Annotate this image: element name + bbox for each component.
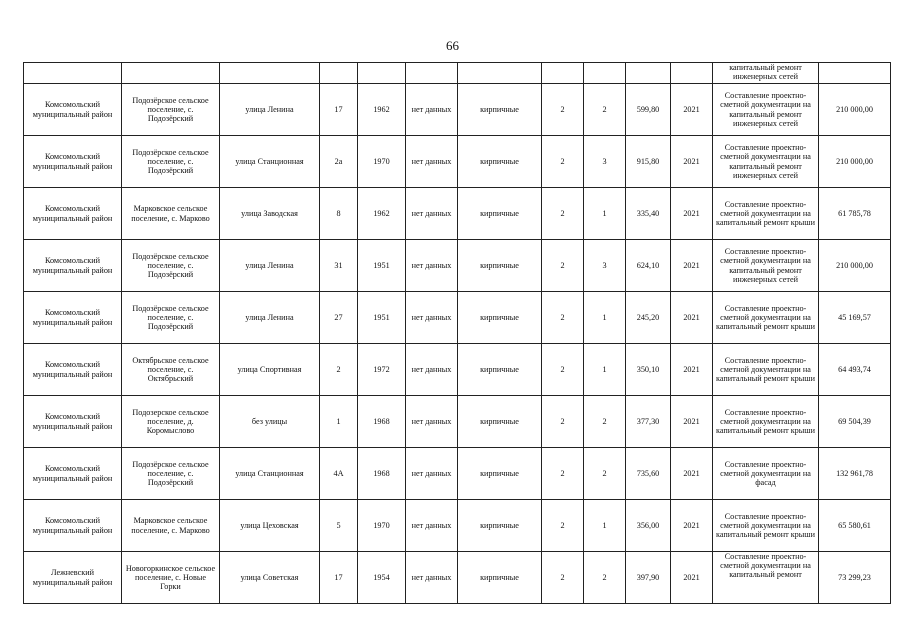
table-row-continuation bbox=[24, 63, 891, 84]
cell-year: 1951 bbox=[358, 240, 406, 292]
cell-area: 397,90 bbox=[626, 552, 671, 604]
cell-repair-year: нет данных bbox=[406, 84, 458, 136]
cell-floors: 2 bbox=[542, 188, 584, 240]
table-row bbox=[24, 448, 891, 500]
cell-floors: 2 bbox=[542, 552, 584, 604]
cell-work: капитальный ремонт инженерных сетей bbox=[713, 63, 819, 84]
table-row bbox=[24, 396, 891, 448]
cell-material: кирпичные bbox=[458, 344, 542, 396]
cell-district bbox=[24, 63, 122, 84]
cell-area: 335,40 bbox=[626, 188, 671, 240]
cell-repair-year: нет данных bbox=[406, 188, 458, 240]
cell-plan-year: 2021 bbox=[671, 344, 713, 396]
cell-repair-year: нет данных bbox=[406, 344, 458, 396]
cell-repair-year: нет данных bbox=[406, 552, 458, 604]
cell-area: 245,20 bbox=[626, 292, 671, 344]
cell-work: Составление проектно-сметной документации на капитальный ремонт крыши bbox=[713, 344, 819, 396]
cell-house: 4А bbox=[320, 448, 358, 500]
cell-street: улица Ленина bbox=[220, 84, 320, 136]
cell-cost: 65 580,61 bbox=[819, 500, 891, 552]
cell-cost: 73 299,23 bbox=[819, 552, 891, 604]
cell-district: Комсомольский муниципальный район bbox=[24, 448, 122, 500]
table-row bbox=[24, 84, 891, 136]
cell-cost: 61 785,78 bbox=[819, 188, 891, 240]
table-row bbox=[24, 188, 891, 240]
cell-cost: 210 000,00 bbox=[819, 84, 891, 136]
cell-entrances: 1 bbox=[584, 188, 626, 240]
cell-floors: 2 bbox=[542, 396, 584, 448]
cell-house: 27 bbox=[320, 292, 358, 344]
cell-material: кирпичные bbox=[458, 552, 542, 604]
cell-plan-year: 2021 bbox=[671, 84, 713, 136]
table-row bbox=[24, 292, 891, 344]
cell-street: улица Станционная bbox=[220, 448, 320, 500]
cell-street: улица Ленина bbox=[220, 240, 320, 292]
cell-house: 17 bbox=[320, 84, 358, 136]
cell-house: 8 bbox=[320, 188, 358, 240]
cell-plan-year: 2021 bbox=[671, 240, 713, 292]
cell-district: Комсомольский муниципальный район bbox=[24, 240, 122, 292]
table-row bbox=[24, 500, 891, 552]
cell-street: улица Заводская bbox=[220, 188, 320, 240]
cell-floors: 2 bbox=[542, 84, 584, 136]
cell-street: без улицы bbox=[220, 396, 320, 448]
cell-house: 2а bbox=[320, 136, 358, 188]
cell-plan-year: 2021 bbox=[671, 448, 713, 500]
cell-floors bbox=[542, 63, 584, 84]
cell-plan-year: 2021 bbox=[671, 552, 713, 604]
cell-year: 1951 bbox=[358, 292, 406, 344]
cell-plan-year: 2021 bbox=[671, 188, 713, 240]
cell-street: улица Ленина bbox=[220, 292, 320, 344]
cell-street: улица Советская bbox=[220, 552, 320, 604]
cell-cost: 210 000,00 bbox=[819, 136, 891, 188]
cell-house: 2 bbox=[320, 344, 358, 396]
cell-area: 350,10 bbox=[626, 344, 671, 396]
cell-year: 1962 bbox=[358, 84, 406, 136]
cell-district: Комсомольский муниципальный район bbox=[24, 344, 122, 396]
cell-entrances: 1 bbox=[584, 292, 626, 344]
cell-floors: 2 bbox=[542, 500, 584, 552]
cell-material: кирпичные bbox=[458, 84, 542, 136]
cell-entrances: 3 bbox=[584, 136, 626, 188]
cell-settlement: Подозёрское сельское поселение, с. Подозёрский bbox=[122, 136, 220, 188]
cell-entrances: 3 bbox=[584, 240, 626, 292]
cell-area: 356,00 bbox=[626, 500, 671, 552]
cell-material bbox=[458, 63, 542, 84]
table-row bbox=[24, 344, 891, 396]
page-number: 66 bbox=[446, 38, 459, 53]
cell-floors: 2 bbox=[542, 448, 584, 500]
cell-work: Составление проектно-сметной документации на капитальный ремонт инженерных сетей bbox=[713, 84, 819, 136]
cell-repair-year: нет данных bbox=[406, 396, 458, 448]
cell-plan-year: 2021 bbox=[671, 136, 713, 188]
cell-repair-year: нет данных bbox=[406, 136, 458, 188]
cell-floors: 2 bbox=[542, 136, 584, 188]
cell-year: 1962 bbox=[358, 188, 406, 240]
cell-material: кирпичные bbox=[458, 188, 542, 240]
cell-year bbox=[358, 63, 406, 84]
cell-district: Комсомольский муниципальный район bbox=[24, 396, 122, 448]
cell-settlement: Подозёрское сельское поселение, с. Подозёрский bbox=[122, 84, 220, 136]
cell-plan-year: 2021 bbox=[671, 396, 713, 448]
cell-cost: 210 000,00 bbox=[819, 240, 891, 292]
cell-area: 599,80 bbox=[626, 84, 671, 136]
cell-material: кирпичные bbox=[458, 500, 542, 552]
cell-material: кирпичные bbox=[458, 240, 542, 292]
cell-material: кирпичные bbox=[458, 292, 542, 344]
cell-plan-year bbox=[671, 63, 713, 84]
cell-work: Составление проектно-сметной документации на капитальный ремонт крыши bbox=[713, 292, 819, 344]
cell-settlement: Подозёрское сельское поселение, с. Подозёрский bbox=[122, 292, 220, 344]
cell-area: 377,30 bbox=[626, 396, 671, 448]
cell-work: Составление проектно-сметной документации на капитальный ремонт инженерных сетей bbox=[713, 240, 819, 292]
cell-repair-year: нет данных bbox=[406, 500, 458, 552]
housing-repair-table bbox=[23, 62, 891, 604]
cell-settlement: Подозёрское сельское поселение, с. Подозёрский bbox=[122, 240, 220, 292]
cell-house: 5 bbox=[320, 500, 358, 552]
cell-cost bbox=[819, 63, 891, 84]
cell-cost: 132 961,78 bbox=[819, 448, 891, 500]
cell-street: улица Цеховская bbox=[220, 500, 320, 552]
cell-house: 1 bbox=[320, 396, 358, 448]
cell-cost: 69 504,39 bbox=[819, 396, 891, 448]
table-row bbox=[24, 552, 891, 604]
cell-street: улица Станционная bbox=[220, 136, 320, 188]
cell-entrances bbox=[584, 63, 626, 84]
cell-settlement: Марковское сельское поселение, с. Марково bbox=[122, 500, 220, 552]
table-body bbox=[24, 63, 891, 604]
cell-area: 735,60 bbox=[626, 448, 671, 500]
cell-settlement: Октябрьское сельское поселение, с. Октябрьский bbox=[122, 344, 220, 396]
cell-house: 31 bbox=[320, 240, 358, 292]
cell-repair-year: нет данных bbox=[406, 292, 458, 344]
cell-entrances: 2 bbox=[584, 396, 626, 448]
cell-repair-year: нет данных bbox=[406, 448, 458, 500]
cell-entrances: 2 bbox=[584, 84, 626, 136]
cell-work: Составление проектно-сметной документации на капитальный ремонт крыши bbox=[713, 500, 819, 552]
cell-year: 1968 bbox=[358, 396, 406, 448]
cell-district: Лежневский муниципальный район bbox=[24, 552, 122, 604]
cell-material: кирпичные bbox=[458, 448, 542, 500]
cell-area bbox=[626, 63, 671, 84]
cell-entrances: 2 bbox=[584, 448, 626, 500]
cell-settlement: Подозерское сельское поселение, д. Коромыслово bbox=[122, 396, 220, 448]
cell-area: 915,80 bbox=[626, 136, 671, 188]
cell-street bbox=[220, 63, 320, 84]
cell-district: Комсомольский муниципальный район bbox=[24, 292, 122, 344]
cell-street: улица Спортивная bbox=[220, 344, 320, 396]
cell-house: 17 bbox=[320, 552, 358, 604]
cell-plan-year: 2021 bbox=[671, 292, 713, 344]
cell-year: 1970 bbox=[358, 500, 406, 552]
cell-repair-year: нет данных bbox=[406, 240, 458, 292]
cell-repair-year bbox=[406, 63, 458, 84]
cell-plan-year: 2021 bbox=[671, 500, 713, 552]
cell-cost: 64 493,74 bbox=[819, 344, 891, 396]
cell-floors: 2 bbox=[542, 292, 584, 344]
cell-material: кирпичные bbox=[458, 396, 542, 448]
cell-work: Составление проектно-сметной документации на капитальный ремонт bbox=[713, 552, 819, 604]
cell-year: 1954 bbox=[358, 552, 406, 604]
cell-area: 624,10 bbox=[626, 240, 671, 292]
cell-year: 1972 bbox=[358, 344, 406, 396]
cell-floors: 2 bbox=[542, 240, 584, 292]
cell-work: Составление проектно-сметной документации на капитальный ремонт инженерных сетей bbox=[713, 136, 819, 188]
cell-settlement: Марковское сельское поселение, с. Марково bbox=[122, 188, 220, 240]
cell-cost: 45 169,57 bbox=[819, 292, 891, 344]
cell-district: Комсомольский муниципальный район bbox=[24, 188, 122, 240]
cell-year: 1968 bbox=[358, 448, 406, 500]
cell-settlement: Подозёрское сельское поселение, с. Подозёрский bbox=[122, 448, 220, 500]
cell-settlement bbox=[122, 63, 220, 84]
cell-work: Составление проектно-сметной документации на капитальный ремонт крыши bbox=[713, 188, 819, 240]
cell-entrances: 1 bbox=[584, 344, 626, 396]
table-row bbox=[24, 240, 891, 292]
cell-house bbox=[320, 63, 358, 84]
cell-district: Комсомольский муниципальный район bbox=[24, 500, 122, 552]
cell-district: Комсомольский муниципальный район bbox=[24, 84, 122, 136]
table-row bbox=[24, 136, 891, 188]
cell-year: 1970 bbox=[358, 136, 406, 188]
cell-material: кирпичные bbox=[458, 136, 542, 188]
cell-work: Составление проектно-сметной документации на капитальный ремонт крыши bbox=[713, 396, 819, 448]
cell-entrances: 1 bbox=[584, 500, 626, 552]
cell-district: Комсомольский муниципальный район bbox=[24, 136, 122, 188]
cell-entrances: 2 bbox=[584, 552, 626, 604]
cell-work: Составление проектно-сметной документации на фасад bbox=[713, 448, 819, 500]
cell-settlement: Новогоркинское сельское поселение, с. Новые Горки bbox=[122, 552, 220, 604]
cell-floors: 2 bbox=[542, 344, 584, 396]
